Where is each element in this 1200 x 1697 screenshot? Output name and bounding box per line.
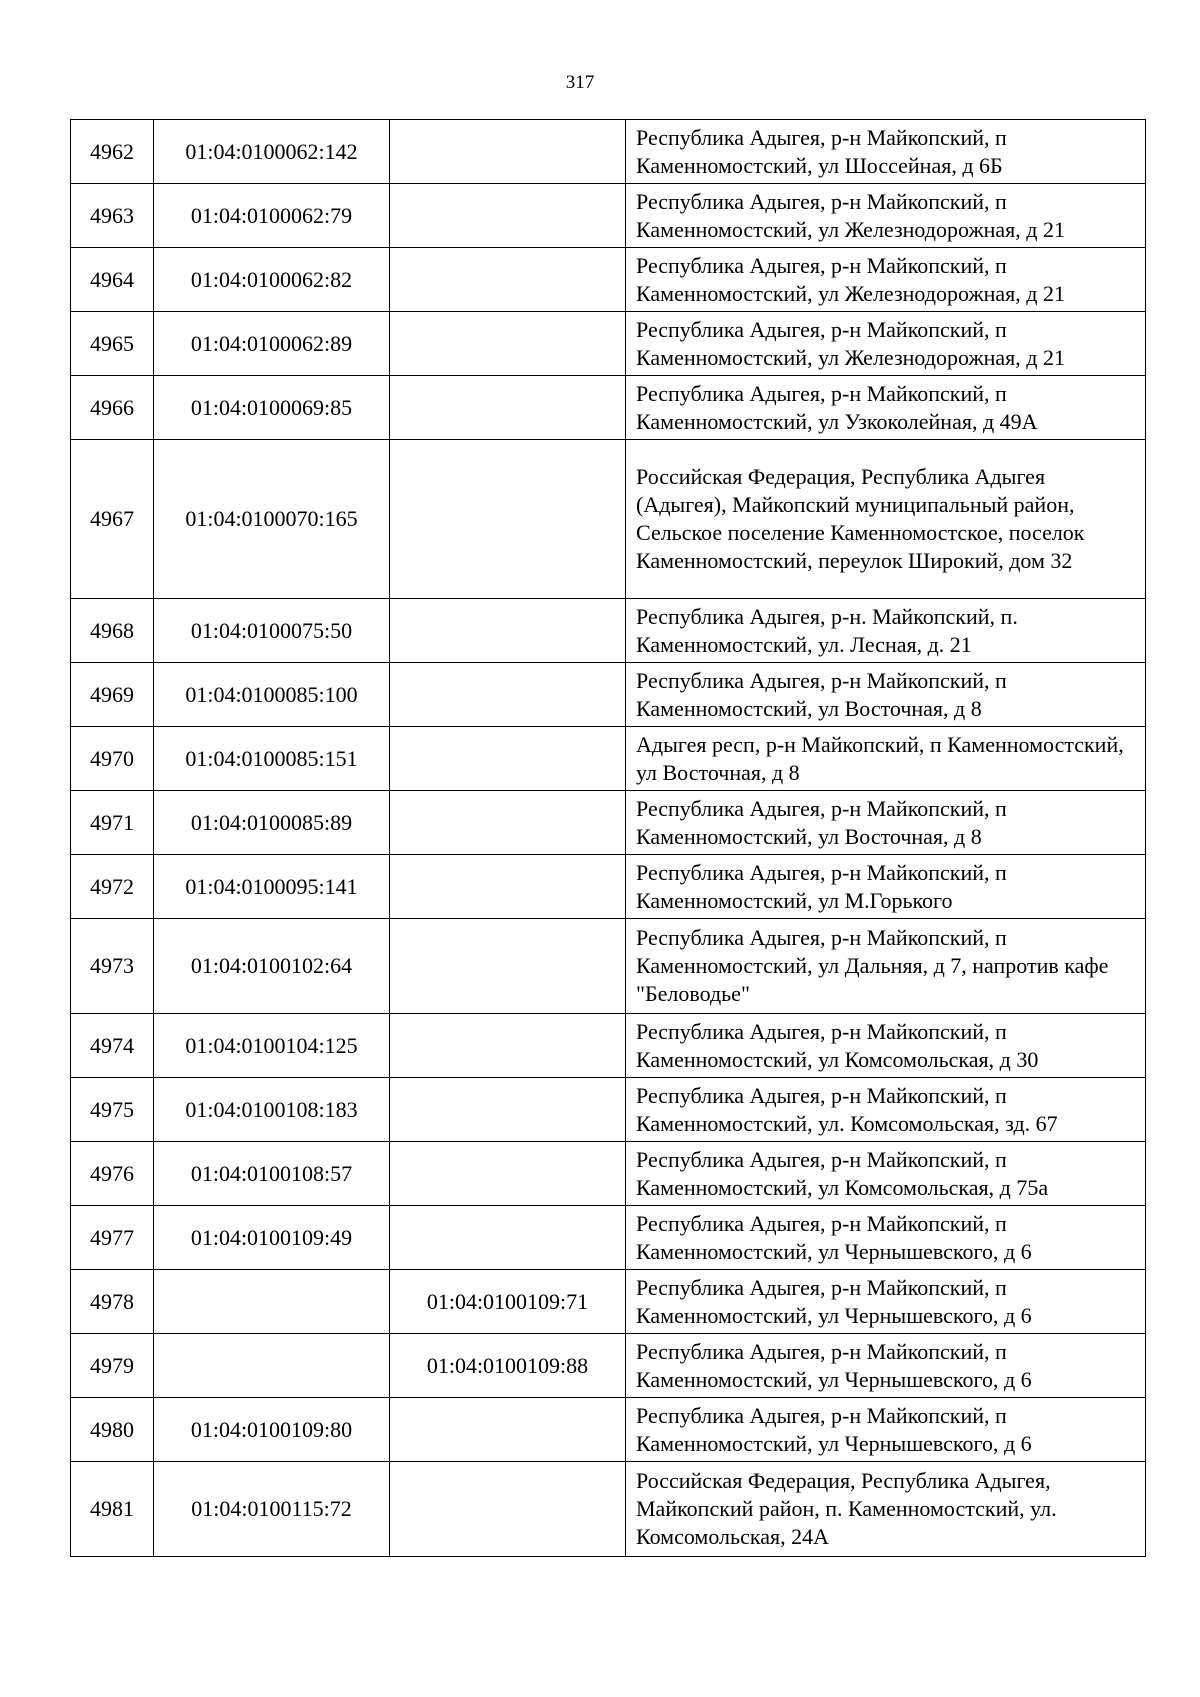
table-row [71, 919, 1146, 1014]
related-cadastral-number: 01:04:0100109:71 [390, 1270, 626, 1334]
related-cadastral-number [390, 1462, 626, 1557]
row-number: 4968 [71, 599, 154, 663]
related-cadastral-number [390, 919, 626, 1014]
row-number: 4976 [71, 1142, 154, 1206]
table-row [71, 663, 1146, 727]
row-number: 4963 [71, 184, 154, 248]
cadastral-number: 01:04:0100108:57 [154, 1142, 390, 1206]
row-number: 4978 [71, 1270, 154, 1334]
address: Республика Адыгея, р-н Майкопский, п Каменномостский, ул Чернышевского, д 6 [626, 1206, 1146, 1270]
related-cadastral-number [390, 599, 626, 663]
address: Республика Адыгея, р-н Майкопский, п Каменномостский, ул Восточная, д 8 [626, 791, 1146, 855]
related-cadastral-number [390, 791, 626, 855]
address: Республика Адыгея, р-н Майкопский, п Каменномостский, ул Шоссейная, д 6Б [626, 120, 1146, 184]
table-row [71, 1398, 1146, 1462]
table-row [71, 1078, 1146, 1142]
related-cadastral-number [390, 1142, 626, 1206]
table-row [71, 312, 1146, 376]
row-number: 4966 [71, 376, 154, 440]
related-cadastral-number [390, 120, 626, 184]
cadastral-number: 01:04:0100104:125 [154, 1014, 390, 1078]
cadastral-number [154, 1334, 390, 1398]
related-cadastral-number [390, 663, 626, 727]
cadastral-number: 01:04:0100108:183 [154, 1078, 390, 1142]
row-number: 4981 [71, 1462, 154, 1557]
cadastral-number: 01:04:0100062:142 [154, 120, 390, 184]
address: Республика Адыгея, р-н Майкопский, п Каменномостский, ул Чернышевского, д 6 [626, 1270, 1146, 1334]
row-number: 4975 [71, 1078, 154, 1142]
address: Республика Адыгея, р-н Майкопский, п Каменномостский, ул Комсомольская, д 75а [626, 1142, 1146, 1206]
related-cadastral-number: 01:04:0100109:88 [390, 1334, 626, 1398]
address: Республика Адыгея, р-н Майкопский, п Каменномостский, ул Узкоколейная, д 49А [626, 376, 1146, 440]
row-number: 4977 [71, 1206, 154, 1270]
related-cadastral-number [390, 855, 626, 919]
table-row [71, 1334, 1146, 1398]
cadastral-number: 01:04:0100109:49 [154, 1206, 390, 1270]
cadastral-number: 01:04:0100070:165 [154, 440, 390, 599]
cadastral-number: 01:04:0100085:89 [154, 791, 390, 855]
registry-table [70, 119, 1146, 1557]
address: Адыгея респ, р-н Майкопский, п Каменномостский, ул Восточная, д 8 [626, 727, 1146, 791]
address: Республика Адыгея, р-н Майкопский, п Каменномостский, ул Дальняя, д 7, напротив кафе "Беловодье" [626, 919, 1146, 1014]
cadastral-number: 01:04:0100115:72 [154, 1462, 390, 1557]
address: Российская Федерация, Республика Адыгея (Адыгея), Майкопский муниципальный район, Сельское поселение Каменномостское, поселок Каменномостский, переулок Широкий, дом 32 [626, 440, 1146, 599]
address: Республика Адыгея, р-н Майкопский, п Каменномостский, ул. Комсомольская, зд. 67 [626, 1078, 1146, 1142]
address: Республика Адыгея, р-н Майкопский, п Каменномостский, ул Комсомольская, д 30 [626, 1014, 1146, 1078]
table-row [71, 376, 1146, 440]
cadastral-number: 01:04:0100102:64 [154, 919, 390, 1014]
cadastral-number: 01:04:0100085:151 [154, 727, 390, 791]
row-number: 4972 [71, 855, 154, 919]
row-number: 4979 [71, 1334, 154, 1398]
table-row [71, 855, 1146, 919]
related-cadastral-number [390, 184, 626, 248]
table-row [71, 1462, 1146, 1557]
table-row [71, 791, 1146, 855]
table-row [71, 599, 1146, 663]
row-number: 4971 [71, 791, 154, 855]
table-row [71, 1014, 1146, 1078]
table-row [71, 440, 1146, 599]
table-row [71, 248, 1146, 312]
address: Республика Адыгея, р-н Майкопский, п Каменномостский, ул Восточная, д 8 [626, 663, 1146, 727]
table-row [71, 727, 1146, 791]
related-cadastral-number [390, 1398, 626, 1462]
related-cadastral-number [390, 727, 626, 791]
registry-table-body [71, 120, 1146, 1557]
table-row [71, 120, 1146, 184]
related-cadastral-number [390, 248, 626, 312]
related-cadastral-number [390, 1206, 626, 1270]
related-cadastral-number [390, 312, 626, 376]
row-number: 4965 [71, 312, 154, 376]
table-row [71, 1142, 1146, 1206]
row-number: 4974 [71, 1014, 154, 1078]
cadastral-number: 01:04:0100075:50 [154, 599, 390, 663]
address: Республика Адыгея, р-н Майкопский, п Каменномостский, ул Железнодорожная, д 21 [626, 312, 1146, 376]
address: Российская Федерация, Республика Адыгея, Майкопский район, п. Каменномостский, ул. Комсомольская, 24А [626, 1462, 1146, 1557]
address: Республика Адыгея, р-н Майкопский, п Каменномостский, ул Железнодорожная, д 21 [626, 248, 1146, 312]
row-number: 4973 [71, 919, 154, 1014]
address: Республика Адыгея, р-н. Майкопский, п. Каменномостский, ул. Лесная, д. 21 [626, 599, 1146, 663]
cadastral-number: 01:04:0100062:79 [154, 184, 390, 248]
cadastral-number: 01:04:0100062:89 [154, 312, 390, 376]
cadastral-number: 01:04:0100095:141 [154, 855, 390, 919]
related-cadastral-number [390, 440, 626, 599]
row-number: 4980 [71, 1398, 154, 1462]
address: Республика Адыгея, р-н Майкопский, п Каменномостский, ул М.Горького [626, 855, 1146, 919]
address: Республика Адыгея, р-н Майкопский, п Каменномостский, ул Чернышевского, д 6 [626, 1398, 1146, 1462]
related-cadastral-number [390, 376, 626, 440]
page-number: 317 [565, 72, 595, 93]
cadastral-number: 01:04:0100085:100 [154, 663, 390, 727]
row-number: 4964 [71, 248, 154, 312]
cadastral-number: 01:04:0100062:82 [154, 248, 390, 312]
table-row [71, 1270, 1146, 1334]
cadastral-number: 01:04:0100109:80 [154, 1398, 390, 1462]
table-row [71, 184, 1146, 248]
row-number: 4962 [71, 120, 154, 184]
cadastral-number: 01:04:0100069:85 [154, 376, 390, 440]
row-number: 4967 [71, 440, 154, 599]
related-cadastral-number [390, 1078, 626, 1142]
row-number: 4970 [71, 727, 154, 791]
table-row [71, 1206, 1146, 1270]
row-number: 4969 [71, 663, 154, 727]
address: Республика Адыгея, р-н Майкопский, п Каменномостский, ул Железнодорожная, д 21 [626, 184, 1146, 248]
related-cadastral-number [390, 1014, 626, 1078]
cadastral-number [154, 1270, 390, 1334]
address: Республика Адыгея, р-н Майкопский, п Каменномостский, ул Чернышевского, д 6 [626, 1334, 1146, 1398]
